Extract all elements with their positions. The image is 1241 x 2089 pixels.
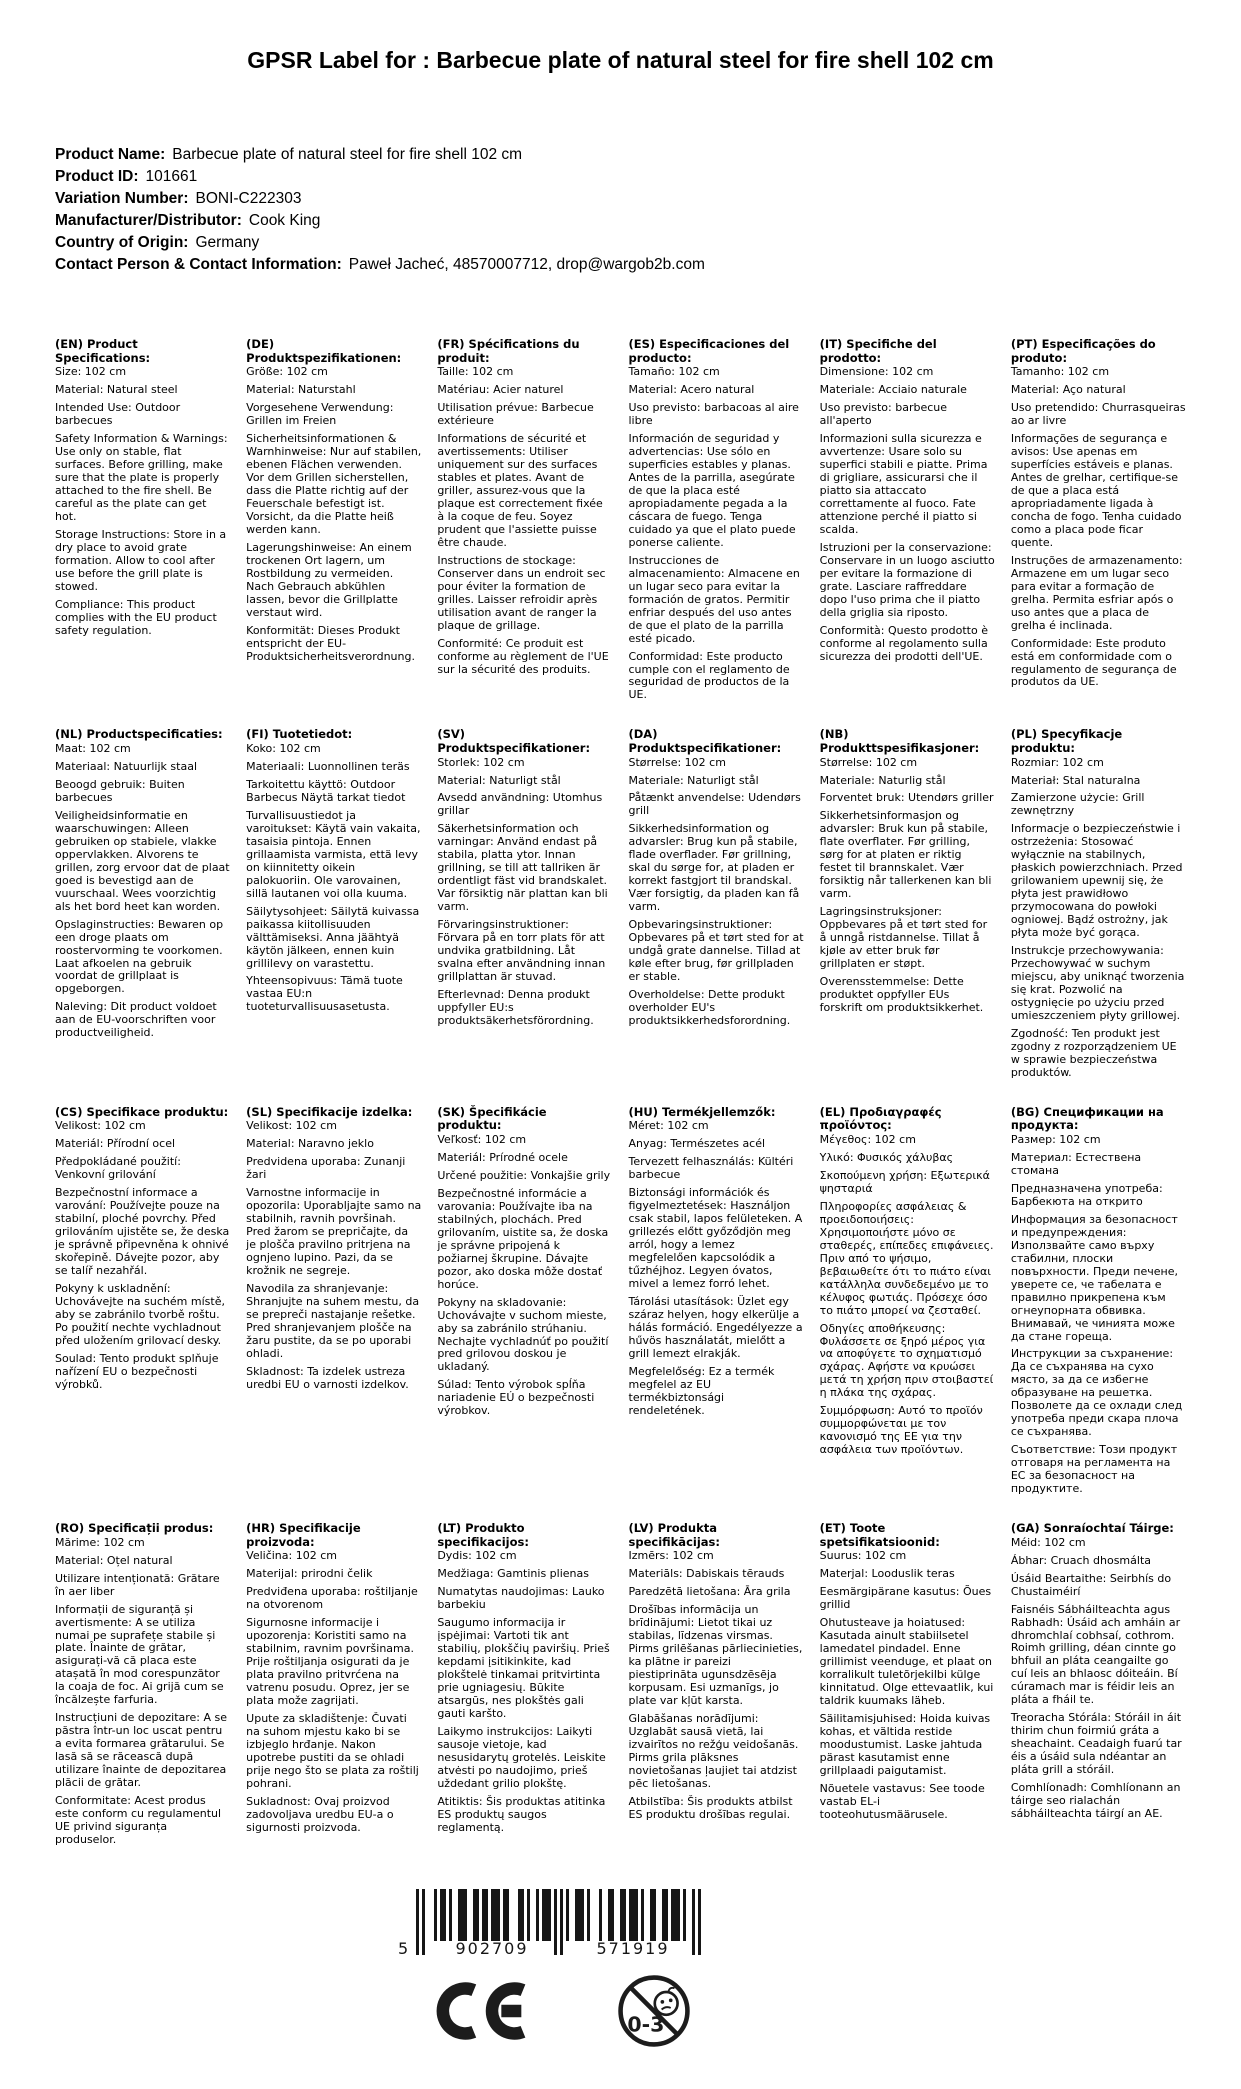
spec-paragraph: Zamierzone użycie: Grill zewnętrzny xyxy=(1010,791,1145,818)
page-title: GPSR Label for : Barbecue plate of natural steel for fire shell 102 cm xyxy=(247,47,994,73)
spec-paragraph: Instrucțiuni de depozitare: A se păstra într-un loc uscat pentru a evita formarea grătarului. Se lasă să se răcească după utilizare înainte de depozitarea plăcii de grătar. xyxy=(55,1711,228,1790)
country-of-origin-value: Germany xyxy=(195,234,260,252)
language-block-fi xyxy=(246,728,421,1079)
barcode-bar xyxy=(464,1889,467,1941)
language-block-en xyxy=(55,338,230,702)
bottom-section xyxy=(398,1889,702,2049)
contact-label: Contact Person & Contact Information: xyxy=(55,256,342,274)
spec-paragraph: Conformidad: Este producto cumple con el reglamento de seguridad de productos de la UE. xyxy=(628,649,790,702)
spec-paragraph: Méret: 102 cm xyxy=(628,1119,709,1133)
barcode-bar xyxy=(506,1889,509,1941)
spec-paragraph: Koko: 102 cm xyxy=(246,741,321,755)
ean13-barcode xyxy=(398,1889,701,1959)
spec-paragraph: Navodila za shranjevanje: Shranjujte na suhem mestu, da se prepreči nastajanje rešetke. Pred shranjevanjem plošče na žaru pustite, da se po uporabi ohladi. xyxy=(246,1282,420,1360)
spec-paragraph: Eesmärgipärane kasutus: Õues grillid xyxy=(819,1585,992,1612)
language-header: (DE) Produktspezifikationen: xyxy=(246,337,402,365)
language-block-lt xyxy=(437,1522,612,1847)
spec-paragraph: Instructions de stockage: Conserver dans un endroit sec pour éviter la formation de grilles. Laisser refroidir après utilisation avant de ranger la plaque de grillage. xyxy=(437,553,606,632)
spec-paragraph: Οδηγίες αποθήκευσης: Φυλάσσετε σε ξηρό μέρος για να αποφύγετε το σχηματισμό σχάρας. Αφήστε να κρυώσει μετά τη χρήση πριν στοιβαστεί η πλάκα της σχάρας. xyxy=(819,1321,994,1400)
barcode-bar xyxy=(599,1889,602,1941)
language-block-sl xyxy=(246,1106,421,1496)
barcode-bar xyxy=(581,1889,584,1941)
spec-paragraph: Conformitate: Acest produs este conform cu regulamentul UE privind siguranța produselor. xyxy=(55,1794,222,1847)
spec-paragraph: Dimensione: 102 cm xyxy=(819,365,934,379)
language-block-el xyxy=(820,1106,995,1496)
product-name-value: Barbecue plate of natural steel for fire shell 102 cm xyxy=(172,146,523,164)
spec-paragraph: Información de seguridad y advertencias: Use sólo en superficies estables y planas. Antes de la parrilla, asegúrate de que la placa esté apropiadamente pegada a la cáscara de fuego. Tenga cuidado ya que el plato puede ponerse caliente. xyxy=(628,432,796,549)
spec-paragraph: Größe: 102 cm xyxy=(246,365,328,379)
manufacturer-value: Cook King xyxy=(248,212,321,230)
age-warning-0-3-icon xyxy=(616,1973,692,2049)
spec-paragraph: Instrukcje przechowywania: Przechowywać w suchym miejscu, aby uniknąć tworzenia się krat. Pozwolić na ostygnięcie po użyciu przed umieszczeniem płyty grillowej. xyxy=(1010,944,1185,1022)
language-block-hr xyxy=(246,1522,421,1847)
spec-paragraph: Συμμόρφωση: Αυτό το προϊόν συμμορφώνεται με τον κανονισμό της ΕΕ για την ασφάλεια των προϊόντων. xyxy=(819,1404,983,1457)
spec-paragraph: Μέγεθος: 102 cm xyxy=(819,1132,916,1146)
barcode-bar xyxy=(416,1889,419,1955)
spec-paragraph: Skladnost: Ta izdelek ustreza uredbi EU o varnosti izdelkov. xyxy=(246,1364,409,1391)
barcode-bar xyxy=(566,1889,569,1941)
country-of-origin-label: Country of Origin: xyxy=(55,234,189,252)
language-block-cs xyxy=(55,1106,230,1496)
spec-paragraph: Pokyny na skladovanie: Uchovávajte v suchom mieste, aby sa zabránilo strúhaniu. Nechajte vychladnúť po použití pred grilovou doskou je ukladaný. xyxy=(437,1295,609,1374)
spec-paragraph: Suurus: 102 cm xyxy=(819,1549,907,1563)
barcode-bar xyxy=(434,1889,437,1941)
spec-paragraph: Izmērs: 102 cm xyxy=(628,1549,714,1563)
spec-paragraph: Størrelse: 102 cm xyxy=(819,755,918,769)
spec-paragraph: Súlad: Tento výrobok spĺňa nariadenie EÚ o bezpečnosti výrobkov. xyxy=(437,1378,595,1418)
spec-paragraph: Uso previsto: barbecue all'aperto xyxy=(819,401,948,428)
barcode-bar xyxy=(536,1889,539,1941)
language-block-sv xyxy=(437,728,612,1079)
spec-paragraph: Faisnéis Sábháilteachta agus Rabhadh: Úsáid ach amháin ar dhromchlaí cobhsaí, cothrom. Roimh grilling, déan cinnte go bhfuil an pláta ceangailte go cuí leis an bhlaosc dóiteáin. Bí cúramach mar is féidir leis an pláta a fháil te. xyxy=(1010,1602,1181,1707)
language-block-bg xyxy=(1011,1106,1186,1496)
spec-paragraph: Υλικό: Φυσικός χάλυβας xyxy=(819,1150,954,1164)
spec-paragraph: Velikost: 102 cm xyxy=(246,1119,337,1133)
spec-paragraph: Informações de segurança e avisos: Use apenas em superfícies estáveis e planas. Antes de grelhar, certifique-se de que a placa está apropriadamente ligada à concha de fogo. Tenha cuidado como a placa pode ficar quente. xyxy=(1010,432,1182,549)
spec-paragraph: Paredzētā lietošana: Āra grila xyxy=(628,1585,791,1599)
language-header: (GA) Sonraíochtaí Táirge: xyxy=(1010,1521,1174,1536)
spec-paragraph: Biztonsági információk és figyelmeztetések: Használjon csak stabil, lapos felületeken. A grillezés előtt győződjön meg arról, hogy a lemez megfelelően kapcsolódik a tűzhéjhoz. Legyen óvatos, mivel a lemez forró lehet. xyxy=(628,1186,803,1291)
variation-number-value: BONI-C222303 xyxy=(195,190,302,208)
spec-paragraph: Materiál: Prírodné ocele xyxy=(437,1150,568,1164)
barcode-bar xyxy=(641,1889,644,1941)
manufacturer-line xyxy=(55,210,1241,232)
spec-paragraph: Съответствие: Този продукт отговаря на регламента на ЕС за безопасност на продуктите. xyxy=(1010,1443,1178,1496)
spec-paragraph: Materiál: Přírodní ocel xyxy=(55,1137,176,1151)
ce-mark-icon xyxy=(428,1978,528,2044)
spec-paragraph: Sigurnosne informacije i upozorenja: Koristiti samo na stabilnim, ravnim površinama. Prije roštiljanja osigurati da je plata pravilno pritvrćena na vatrenu posudu. Oprez, jer se plata može zagrijati. xyxy=(246,1616,414,1707)
spec-paragraph: Säilitamisjuhised: Hoida kuivas kohas, et vältida restide moodustumist. Laske jahtuda pärast kasutamist enne grillplaadi paigutamist. xyxy=(819,1711,991,1777)
spec-paragraph: Informacje o bezpieczeństwie i ostrzeżenia: Stosować wyłącznie na stabilnych, płaskich powierzchniach. Przed grilowaniem upewnij się, że płyta jest prawidłowo przymocowana do powłoki ogniowej. Bądź ostrożny, jak płyta może być gorąca. xyxy=(1010,822,1183,940)
age-warning-text: 0-3 xyxy=(627,2012,665,2037)
language-block-fr xyxy=(437,338,612,702)
language-header: (NL) Productspecificaties: xyxy=(55,727,223,742)
spec-paragraph: Numatytas naudojimas: Lauko barbekiu xyxy=(437,1585,605,1612)
manufacturer-label: Manufacturer/Distributor: xyxy=(55,212,242,230)
barcode-bar xyxy=(548,1889,551,1941)
spec-paragraph: Compliance: This product complies with the EU product safety regulation. xyxy=(55,597,217,637)
spec-paragraph: Atitiktis: Šis produktas atitinka ES produktų saugos reglamentą. xyxy=(437,1794,606,1834)
spec-paragraph: Maat: 102 cm xyxy=(55,741,131,755)
spec-paragraph: Material: Naturstahl xyxy=(246,383,356,397)
spec-paragraph: Информация за безопасност и предупреждения: Използвайте само върху стабилни, плоски повърхности. Преди печене, уверете се, че табелата е правилно прикрепена към огнеупорната обвивка. Внимавай, че чинията може да стане гореща. xyxy=(1010,1212,1178,1343)
barcode-bar xyxy=(635,1889,638,1941)
spec-paragraph: Veľkosť: 102 cm xyxy=(437,1132,527,1146)
spec-paragraph: Uso previsto: barbacoas al aire libre xyxy=(628,401,799,428)
spec-paragraph: Predvidena uporaba: Zunanji žari xyxy=(246,1155,406,1182)
product-id-value: 101661 xyxy=(145,168,198,186)
spec-paragraph: Rozmiar: 102 cm xyxy=(1010,755,1104,769)
spec-paragraph: Materiale: Naturlig stål xyxy=(819,773,946,787)
spec-paragraph: Forventet bruk: Utendørs griller xyxy=(819,791,994,805)
spec-paragraph: Materiaali: Luonnollinen teräs xyxy=(246,759,410,773)
barcode-bar xyxy=(677,1889,680,1941)
variation-number-line xyxy=(55,188,1241,210)
spec-paragraph: Yhteensopivuus: Tämä tuote vastaa EU:n tuoteturvallisuusasetusta. xyxy=(246,974,403,1014)
language-header: (RO) Specificații produs: xyxy=(55,1521,214,1536)
barcode-right-digits: 571919 xyxy=(596,1939,670,1959)
spec-paragraph: Saugumo informacija ir įspėjimai: Vartoti tik ant stabilių, plokščių paviršių. Prieš kepdami įsitikinkite, kad plokštelė tinkamai pritvirtinta prie ugniagesių. Būkite atsargūs, nes plokštės gali gauti karšto. xyxy=(437,1616,610,1720)
product-info-block xyxy=(55,144,1241,276)
language-header: (HR) Specifikacije proizvoda: xyxy=(246,1521,361,1549)
spec-paragraph: Tamanho: 102 cm xyxy=(1010,365,1110,379)
barcode-bar xyxy=(422,1889,425,1955)
spec-paragraph: Instruções de armazenamento: Armazene em um lugar seco para evitar a formação de grelha. Permita esfriar após o uso antes que a placa de grelha é inclinada. xyxy=(1010,553,1183,632)
spec-paragraph: Conformité: Ce produit est conforme au règlement de l'UE sur la sécurité des produits. xyxy=(437,636,609,676)
spec-paragraph: Material: Naravno jeklo xyxy=(246,1137,374,1151)
spec-paragraph: Vorgesehene Verwendung: Grillen im Freien xyxy=(246,401,394,428)
spec-paragraph: Uso pretendido: Churrasqueiras ao ar livre xyxy=(1010,401,1186,428)
spec-paragraph: Storlek: 102 cm xyxy=(437,755,525,769)
spec-paragraph: Beoogd gebruik: Buiten barbecues xyxy=(55,777,185,804)
language-header: (ET) Toote spetsifikatsioonid: xyxy=(819,1521,940,1549)
spec-paragraph: Sikkerhedsinformation og advarsler: Brug kun på stabile, flade overflader. Før grillning, skal du sørge for, at pladen er korrekt fastgjort til brandskal. Vær forsigtig, da pladen kan få varm. xyxy=(628,822,800,914)
barcode-bar xyxy=(497,1889,500,1941)
language-block-nb xyxy=(820,728,995,1079)
spec-paragraph: Materiale: Acciaio naturale xyxy=(819,383,967,397)
language-block-pt xyxy=(1011,338,1186,702)
language-block-et xyxy=(820,1522,995,1847)
spec-paragraph: Dydis: 102 cm xyxy=(437,1549,517,1563)
spec-paragraph: Informations de sécurité et avertissements: Utiliser uniquement sur des surfaces stables et plates. Avant de griller, assurez-vous que la plaque est correctement fixée à la coque de feu. Soyez prudent que l'assiette puisse être chaude. xyxy=(437,432,603,549)
language-header: (NB) Produkttspesifikasjoner: xyxy=(819,727,980,755)
spec-paragraph: Säkerhetsinformation och varningar: Använd endast på stabila, platta ytor. Innan grillning, se till att tallriken är ordentligt fäst vid brandskalet. Var försiktig när plattan kan bli varm. xyxy=(437,822,608,914)
country-of-origin-line xyxy=(55,232,1241,254)
spec-paragraph: Avsedd användning: Utomhus grillar xyxy=(437,791,603,818)
spec-paragraph: Förvaringsinstruktioner: Förvara på en torr plats för att undvika gratbildning. Låt svalna efter användning innan grillplattan är stuvad. xyxy=(437,918,606,984)
barcode-bar xyxy=(611,1889,614,1941)
spec-paragraph: Lagerungshinweise: An einem trockenen Ort lagern, um Rostbildung zu vermeiden. Nach Gebrauch abkühlen lassen, bevor die Grillplatte verstaut wird. xyxy=(246,540,412,619)
language-block-ro xyxy=(55,1522,230,1847)
spec-paragraph: Efterlevnad: Denna produkt uppfyller EU:s produktsäkerhetsförordning. xyxy=(437,988,594,1027)
spec-paragraph: Soulad: Tento produkt splňuje nařízení EU o bezpečnosti výrobků. xyxy=(55,1351,219,1391)
spec-paragraph: Tarkoitettu käyttö: Outdoor Barbecus Näytä tarkat tiedot xyxy=(246,777,406,804)
language-block-es xyxy=(629,338,804,702)
language-header: (EN) Product Specifications: xyxy=(55,337,151,365)
barcode-bar xyxy=(449,1889,452,1941)
spec-paragraph: Σκοπούμενη χρήση: Εξωτερικά ψησταριά xyxy=(819,1168,990,1195)
spec-paragraph: Medžiaga: Gamtinis plienas xyxy=(437,1567,589,1581)
spec-paragraph: Drošības informācija un brīdinājumi: Lietot tikai uz stabilas, līdzenas virsmas. Pirms grilēšanas pārliecinieties, ka plātne ir pareizi piestiprināta ugunsdzēsēja korpusam. Esi uzmanīgs, jo plate var kļūt karsta. xyxy=(628,1603,803,1707)
spec-paragraph: Инструкции за съхранение: Да се съхранява на сухо място, за да се избегне образуване на решетка. Позволете да се охлади след употреба преди скара плоча се съхранява. xyxy=(1010,1347,1183,1439)
spec-paragraph: Материал: Естествена стомана xyxy=(1010,1150,1142,1177)
spec-paragraph: Sicherheitsinformationen & Warnhinweise: Nur auf stabilen, ebenen Flächen verwenden. Vor dem Grillen sicherstellen, dass die Platte richtig auf der Feuerschale befestigt ist. Vorsicht, da die Platte heiß werden kann. xyxy=(246,432,422,536)
language-block-da xyxy=(629,728,804,1079)
spec-paragraph: Sikkerhetsinformasjon og advarsler: Bruk kun på stabile, flate overflater. Før grilling, sørg for at platen er riktig festet til brannskalet. Vær forsiktig når tallerkenen kan bli varm. xyxy=(819,809,992,901)
spec-paragraph: Предназначена употреба: Барбекюта на открито xyxy=(1010,1181,1163,1208)
spec-paragraph: Opbevaringsinstruktioner: Opbevares på et tørt sted for at undgå grate dannelse. Tillad at køle efter brug, før grillpladen er stable. xyxy=(628,918,804,984)
language-header: (PT) Especificações do produto: xyxy=(1010,337,1156,365)
spec-paragraph: Materiāls: Dabiskais tērauds xyxy=(628,1567,785,1581)
spec-paragraph: Méid: 102 cm xyxy=(1010,1535,1086,1549)
spec-paragraph: Materjal: Looduslik teras xyxy=(819,1567,955,1581)
language-grid xyxy=(55,338,1186,1847)
spec-paragraph: Materijal: prirodni čelik xyxy=(246,1567,373,1581)
spec-paragraph: Předpokládané použití: Venkovní grilování xyxy=(55,1155,181,1182)
spec-paragraph: Material: Aço natural xyxy=(1010,383,1126,397)
spec-paragraph: Mărime: 102 cm xyxy=(55,1535,145,1549)
barcode-bar xyxy=(587,1889,590,1941)
spec-paragraph: Určené použitie: Vonkajšie grily xyxy=(437,1168,611,1182)
spec-paragraph: Tamaño: 102 cm xyxy=(628,365,720,379)
barcode-bar xyxy=(560,1889,563,1955)
language-header: (LV) Produkta specifikācijas: xyxy=(628,1521,720,1549)
barcode-bar xyxy=(485,1889,488,1941)
spec-paragraph: Storage Instructions: Store in a dry place to avoid grate formation. Allow to cool after use before the grill plate is stowed. xyxy=(55,527,227,593)
spec-paragraph: Opslaginstructies: Bewaren op een droge plaats om roostervorming te voorkomen. Laat afkoelen na gebruik voordat de grillplaat is opgeborgen. xyxy=(55,917,224,996)
language-header: (LT) Produkto specifikacijos: xyxy=(437,1521,529,1549)
spec-paragraph: Tárolási utasítások: Üzlet egy száraz helyen, hogy elkerülje a hálás formáció. Engedélyezze a hűvös használatát, mielőtt a grill lemezt elrakják. xyxy=(628,1295,803,1360)
barcode-bar xyxy=(665,1889,668,1941)
language-header: (SK) Špecifikácie produktu: xyxy=(437,1104,547,1133)
language-header: (DA) Produktspecifikationer: xyxy=(628,727,782,755)
language-block-lv xyxy=(629,1522,804,1847)
spec-paragraph: Sukladnost: Ovaj proizvod zadovoljava uredbu EU-a o sigurnosti proizvoda. xyxy=(246,1794,394,1834)
spec-paragraph: Instrucciones de almacenamiento: Almacene en un lugar seco para evitar la formación de gratos. Permitir enfriar después del uso antes de que el plato de la parrilla esté picado. xyxy=(628,553,800,645)
spec-paragraph: Materiał: Stal naturalna xyxy=(1010,773,1141,787)
spec-paragraph: Varnostne informacije in opozorila: Uporabljajte samo na stabilnih, ravnih površinah. Pred žarom se prepričajte, da je plošča pravilno pritrjena na ognjeno lupino. Pazi, da se krožnik ne segreje. xyxy=(246,1186,422,1278)
spec-paragraph: Matériau: Acier naturel xyxy=(437,383,564,397)
variation-number-label: Variation Number: xyxy=(55,190,189,208)
spec-paragraph: Úsáid Beartaithe: Seirbhís do Chustaiméirí xyxy=(1010,1571,1172,1598)
barcode-bar xyxy=(527,1889,530,1941)
spec-paragraph: Ohutusteave ja hoiatused: Kasutada ainult stabiilsetel lamedatel pindadel. Enne grillimist veenduge, et plaat on korralikult tuletõrjekilbi külge kinnitatud. Olge ettevaatlik, kui taldrik kuumaks läheb. xyxy=(819,1616,994,1707)
spec-paragraph: Veličina: 102 cm xyxy=(246,1549,337,1563)
barcode-bar xyxy=(683,1889,686,1941)
spec-paragraph: Glabāšanas norādījumi: Uzglabāt sausā vietā, lai izvairītos no režģu veidošanās. Pirms grila plāksnes novietošanas ļaujiet tai atdzist pēc lietošanas. xyxy=(628,1711,799,1790)
language-header: (BG) Спецификации на продукта: xyxy=(1010,1104,1164,1133)
spec-paragraph: Comhlíonadh: Comhlíonann an táirge seo rialachán sábháilteachta táirgí an AE. xyxy=(1010,1781,1181,1821)
language-block-de xyxy=(246,338,421,702)
spec-paragraph: Konformität: Dieses Produkt entspricht der EU-Produktsicherheitsverordnung. xyxy=(246,623,415,663)
language-header: (SL) Specifikacije izdelka: xyxy=(246,1104,413,1119)
product-id-line xyxy=(55,166,1241,188)
spec-paragraph: Taille: 102 cm xyxy=(437,365,514,379)
barcode-bar xyxy=(476,1889,479,1941)
language-header: (IT) Specifiche del prodotto: xyxy=(819,337,937,365)
spec-paragraph: Safety Information & Warnings: Use only on stable, flat surfaces. Before grilling, make sure that the plate is properly attached to the fire shell. Be careful as the plate can get hot. xyxy=(55,432,228,523)
spec-paragraph: Overensstemmelse: Dette produktet oppfyller EUs forskrift om produktsikkerhet. xyxy=(819,975,984,1015)
contact-value: Paweł Jacheć, 48570007712, drop@wargob2b.com xyxy=(348,256,705,274)
spec-paragraph: Material: Natural steel xyxy=(55,383,178,397)
barcode-bar xyxy=(443,1889,446,1941)
spec-paragraph: Bezpečnostní informace a varování: Používejte pouze na stabilní, ploché povrchy. Před grilováním ujistěte se, že deska je správně připevněna k ohnivé skořepině. Dávejte pozor, aby se talíř nezahřál. xyxy=(55,1186,230,1278)
barcode-bar xyxy=(521,1889,524,1941)
spec-paragraph: Ábhar: Cruach dhosmálta xyxy=(1010,1553,1151,1567)
spec-paragraph: Istruzioni per la conservazione: Conservare in un luogo asciutto per evitare la formazione di grate. Lasciare raffreddare dopo l'uso prima che il piatto della griglia sia riposto. xyxy=(819,540,995,619)
language-header: (FI) Tuotetiedot: xyxy=(246,727,353,742)
product-name-line xyxy=(55,144,1241,166)
spec-paragraph: Velikost: 102 cm xyxy=(55,1119,146,1133)
spec-paragraph: Informații de siguranță și avertismente: A se utiliza numai pe suprafețe stabile și plate. Înainte de grătar, asigurați-vă că placa este atașată în mod corespunzător la coaja de foc. Ai grijă cum se încălzește farfuria. xyxy=(55,1602,224,1707)
spec-paragraph: Tervezett felhasználás: Kültéri barbecue xyxy=(628,1155,794,1182)
language-block-ga xyxy=(1011,1522,1186,1847)
language-block-nl xyxy=(55,728,230,1079)
spec-paragraph: Size: 102 cm xyxy=(55,365,127,379)
spec-paragraph: Utilizare intenționată: Grătare în aer liber xyxy=(55,1571,220,1598)
spec-paragraph: Overholdelse: Dette produkt overholder EU's produktsikkerhedsforordning. xyxy=(628,988,791,1027)
spec-paragraph: Material: Acero natural xyxy=(628,383,755,397)
language-block-pl xyxy=(1011,728,1186,1079)
spec-paragraph: Turvallisuustiedot ja varoitukset: Käytä vain vakaita, tasaisia pintoja. Ennen grillaamista varmista, että levy on kiinnitetty oikein palokuoriin. Ole varovainen, sillä lautanen voi olla kuuma. xyxy=(246,808,421,900)
compliance-marks xyxy=(402,1973,702,2049)
spec-paragraph: Nõuetele vastavus: See toode vastab EL-i tooteohutusmäärusele. xyxy=(819,1781,985,1821)
spec-paragraph: Bezpečnostné informácie a varovania: Používajte iba na stabilných, plochách. Pred grilovaním, uistite sa, že doska je správne pripojená k požiarnej škrupine. Dávajte pozor, ako doska môže dostať horúce. xyxy=(437,1186,609,1291)
spec-paragraph: Pokyny k uskladnění: Uchovávejte na suchém místě, aby se zabránilo tvorbě roštu. Po použití nechte vychladnout před uložením grilovací desky. xyxy=(55,1282,225,1347)
spec-paragraph: Laikymo instrukcijos: Laikyti sausoje vietoje, kad nesusidarytų grotelės. Leiskite atvėsti po naudojimo, prieš uždedant grilio plokštę. xyxy=(437,1724,606,1790)
spec-paragraph: Intended Use: Outdoor barbecues xyxy=(55,401,181,428)
product-name-label: Product Name: xyxy=(55,146,166,164)
barcode-left-digits: 902709 xyxy=(455,1939,529,1959)
spec-paragraph: Conformità: Questo prodotto è conforme al regolamento sulla sicurezza dei prodotti dell'UE. xyxy=(819,623,988,663)
language-header: (CS) Specifikace produktu: xyxy=(55,1104,229,1119)
language-header: (FR) Spécifications du produit: xyxy=(437,337,580,365)
language-block-hu xyxy=(629,1106,804,1496)
spec-paragraph: Materiale: Naturligt stål xyxy=(628,773,759,787)
spec-paragraph: Predviđena uporaba: roštiljanje na otvorenom xyxy=(246,1585,418,1612)
spec-paragraph: Informazioni sulla sicurezza e avvertenze: Usare solo su superfici stabili e piatte. Prima di grigliare, assicurarsi che il piatto sia attaccato correttamente al fuoco. Fate attenzione perché il piatto si scalda. xyxy=(819,432,988,536)
spec-paragraph: Atbilstība: Šis produkts atbilst ES produktu drošības regulai. xyxy=(628,1794,793,1821)
contact-line xyxy=(55,254,1241,276)
spec-paragraph: Размер: 102 cm xyxy=(1010,1132,1101,1146)
language-block-sk xyxy=(437,1106,612,1496)
product-id-label: Product ID: xyxy=(55,168,139,186)
language-block-it xyxy=(820,338,995,702)
language-header: (HU) Termékjellemzők: xyxy=(628,1104,776,1119)
spec-paragraph: Utilisation prévue: Barbecue extérieure xyxy=(437,401,594,428)
spec-paragraph: Størrelse: 102 cm xyxy=(628,755,726,769)
spec-paragraph: Upute za skladištenje: Čuvati na suhom mjestu kako bi se izbjeglo hrđanje. Nakon upotrebe pustiti da se ohladi prije nego što se plata za roštilj pohrani. xyxy=(246,1711,419,1790)
spec-paragraph: Anyag: Természetes acél xyxy=(628,1137,766,1151)
barcode-bar xyxy=(653,1889,656,1941)
language-header: (ES) Especificaciones del producto: xyxy=(628,337,790,365)
spec-paragraph: Zgodność: Ten produkt jest zgodny z rozporządzeniem UE w sprawie bezpieczeństwa produktów. xyxy=(1010,1026,1177,1079)
language-header: (PL) Specyfikacje produktu: xyxy=(1010,727,1123,755)
spec-paragraph: Lagringsinstruksjoner: Oppbevares på et tørt sted for å unngå ristdannelse. Tillat å kjøle av etter bruk før grillplaten er støpt. xyxy=(819,905,988,971)
language-header: (SV) Produktspecifikationer: xyxy=(437,727,591,755)
spec-paragraph: Material: Oțel natural xyxy=(55,1553,173,1567)
barcode-bar xyxy=(623,1889,626,1941)
spec-paragraph: Påtænkt anvendelse: Udendørs grill xyxy=(628,791,801,818)
language-header: (EL) Προδιαγραφές προϊόντος: xyxy=(819,1104,942,1133)
spec-paragraph: Veiligheidsinformatie en waarschuwingen: Alleen gebruiken op stabiele, vlakke oppervlakken. Alvorens te grillen, zorg ervoor dat de plaat goed is bevestigd aan de vuurschaal. Wees voorzichtig als het bord heet kan worden. xyxy=(55,808,230,913)
barcode-lead-digit: 5 xyxy=(398,1939,409,1959)
spec-paragraph: Πληροφορίες ασφάλειας & προειδοποιήσεις: Χρησιμοποιήστε μόνο σε σταθερές, επίπεδες επιφάνειες. Πριν από το ψήσιμο, βεβαιωθείτε ότι το πιάτο είναι κατάλληλα συνδεδεμένο με το κέλυφος φωτιάς. Πρόσεχε όσο το πιάτο μπορεί να ζεσταθεί. xyxy=(819,1199,994,1317)
spec-paragraph: Naleving: Dit product voldoet aan de EU-voorschriften voor productveiligheid. xyxy=(55,1000,217,1040)
spec-paragraph: Säilytysohjeet: Säilytä kuivassa paikassa kiitollisuuden välttämiseksi. Anna jäähtyä käytön jälkeen, ennen kuin grillilevy on varastettu. xyxy=(246,904,420,970)
spec-paragraph: Conformidade: Este produto está em conformidade com o regulamento de segurança de produtos da UE. xyxy=(1010,636,1177,689)
spec-paragraph: Material: Naturligt stål xyxy=(437,773,561,787)
spec-paragraph: Treoracha Stórála: Stóráil in áit thirim chun foirmiú gráta a sheachaint. Ceadaigh fuarú tar éis a úsáid sula ndéantar an pláta grill a stóráil. xyxy=(1010,1711,1182,1777)
spec-paragraph: Materiaal: Natuurlijk staal xyxy=(55,759,197,773)
spec-paragraph: Megfelelőség: Ez a termék megfelel az EU termékbiztonsági rendeletének. xyxy=(628,1364,775,1417)
